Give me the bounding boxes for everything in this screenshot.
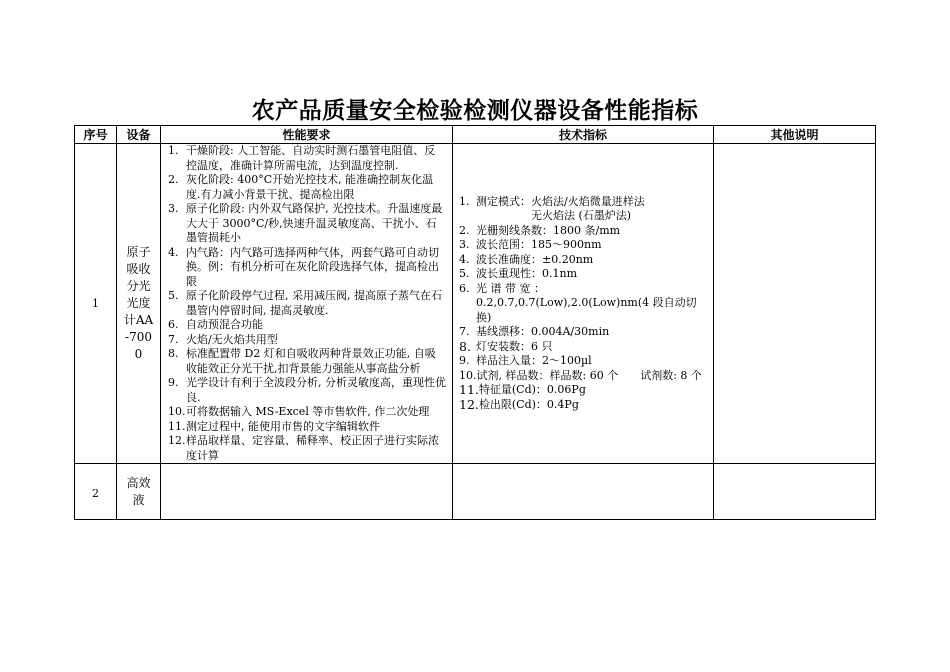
table-row bbox=[75, 464, 876, 520]
list-item bbox=[453, 398, 707, 413]
list-item-number: 2. bbox=[168, 173, 179, 186]
list-item-number: 7. bbox=[168, 332, 179, 346]
list-item-text: 光 谱 带 宽 ： 0.2,0.7,0.7(Low),2.0(Low)nm(4 段自动切换) bbox=[476, 281, 697, 324]
list-item-number: 8. bbox=[168, 347, 179, 360]
list-item bbox=[161, 333, 446, 348]
list-item-number: 12. bbox=[459, 396, 479, 412]
list-item bbox=[161, 173, 446, 202]
list-item bbox=[453, 195, 707, 224]
list-item bbox=[161, 434, 446, 463]
list-item-text: 光栅刻线条数：1800 条/mm bbox=[476, 223, 621, 237]
header-other: 其他说明 bbox=[714, 126, 876, 144]
row-number: 1 bbox=[75, 144, 117, 464]
list-item bbox=[453, 383, 707, 398]
list-item-text: 火焰/无火焰共用型 bbox=[186, 332, 278, 346]
list-item-number: 5. bbox=[168, 289, 179, 302]
list-item-text: 特征量(Cd)：0.06Pg bbox=[478, 383, 586, 397]
list-item-number: 4. bbox=[459, 252, 470, 266]
list-item-number: 9. bbox=[459, 354, 470, 368]
list-item-number: 12. bbox=[168, 434, 186, 447]
list-item-text: 测定模式：火焰法/火焰微量进样法 无火焰法 (石墨炉法) bbox=[476, 194, 645, 223]
list-item bbox=[453, 325, 707, 340]
list-item-number: 5. bbox=[459, 267, 470, 281]
list-item bbox=[161, 405, 446, 420]
device-name: 原子吸收分光光度计AA-7000 bbox=[123, 245, 154, 361]
list-item-number: 6. bbox=[168, 318, 179, 331]
list-item-number: 11. bbox=[168, 419, 186, 433]
list-item-number: 3. bbox=[459, 238, 470, 252]
technical-cell bbox=[453, 464, 714, 520]
list-item-text: 波长重现性：0.1nm bbox=[476, 267, 578, 281]
header-device: 设备 bbox=[117, 126, 161, 144]
list-item bbox=[161, 376, 446, 405]
list-item bbox=[453, 253, 707, 268]
device-cell bbox=[117, 464, 161, 520]
list-item-number: 1. bbox=[459, 194, 470, 208]
performance-cell bbox=[161, 464, 453, 520]
header-no: 序号 bbox=[75, 126, 117, 144]
list-item-text: 试剂, 样品数：样品数: 60 个 试剂数: 8 个 bbox=[476, 368, 702, 382]
list-item bbox=[161, 144, 446, 173]
spec-table bbox=[74, 125, 876, 520]
list-item-text: 灯安装数：6 只 bbox=[476, 339, 553, 353]
list-item bbox=[161, 347, 446, 376]
list-item bbox=[453, 224, 707, 239]
list-item-number: 10. bbox=[459, 368, 477, 382]
header-technical: 技术指标 bbox=[453, 126, 714, 144]
list-item bbox=[453, 238, 707, 253]
list-item-text: 检出限(Cd)：0.4Pg bbox=[478, 397, 579, 411]
list-item-text: 内气路：内气路可选择两种气体，两套气路可自动切换。例：有机分析可在灰化阶段选择气体，提高检出限 bbox=[186, 245, 439, 288]
list-item-text: 基线漂移：0.004A/30min bbox=[476, 325, 610, 339]
list-item bbox=[453, 354, 707, 369]
list-item-number: 3. bbox=[168, 202, 179, 215]
table-row bbox=[75, 144, 876, 464]
list-item-number: 2. bbox=[459, 223, 470, 237]
page-title: 农产品质量安全检验检测仪器设备性能指标 bbox=[251, 98, 699, 124]
list-item bbox=[453, 340, 707, 355]
list-item bbox=[161, 246, 446, 290]
list-item bbox=[453, 282, 707, 326]
list-item bbox=[453, 267, 707, 282]
list-item-number: 6. bbox=[459, 281, 470, 295]
header-performance: 性能要求 bbox=[161, 126, 453, 144]
device-cell bbox=[117, 144, 161, 464]
list-item-number: 4. bbox=[168, 245, 179, 259]
list-item bbox=[161, 420, 446, 435]
list-item-text: 可将数据输入 MS-Excel 等市售软件, 作二次处理 bbox=[186, 405, 430, 418]
list-item-text: 灰化阶段: 400°C开始光控技术, 能准确控制灰化温度.有力减小背景干扰、提高检出限 bbox=[186, 173, 434, 201]
list-item-text: 自动预混合功能 bbox=[186, 318, 263, 331]
list-item-number: 8. bbox=[459, 338, 471, 354]
table-header-row bbox=[75, 126, 876, 144]
other-cell bbox=[714, 144, 876, 464]
list-item-number: 7. bbox=[459, 325, 470, 339]
list-item-text: 标准配置带 D2 灯和自吸收两种背景效正功能, 自吸收能效正分光干扰,扣背景能力强能从事高盐分析 bbox=[186, 347, 436, 375]
performance-list bbox=[161, 144, 452, 463]
list-item bbox=[453, 369, 707, 384]
list-item bbox=[161, 289, 446, 318]
list-item-text: 干燥阶段: 人工智能、自动实时测石墨管电阻值、反控温度，准确计算所需电流，达到温度控制. bbox=[186, 144, 436, 172]
list-item bbox=[161, 202, 446, 246]
list-item-text: 测定过程中, 能使用市售的文字编辑软件 bbox=[186, 419, 380, 433]
technical-list bbox=[453, 195, 713, 413]
list-item-text: 原子化阶段: 内外双气路保护, 光控技术。升温速度最大大于 3000°C/秒,快速升温灵敏度高、干扰小、石墨管损耗小 bbox=[186, 202, 443, 244]
row-number: 2 bbox=[75, 464, 117, 520]
list-item-text: 波长准确度：±0.20nm bbox=[476, 252, 594, 266]
list-item-text: 原子化阶段停气过程, 采用减压阀, 提高原子蒸气在石墨管内停留时间, 提高灵敏度. bbox=[186, 289, 442, 317]
list-item-number: 9. bbox=[168, 376, 179, 389]
technical-cell bbox=[453, 144, 714, 464]
list-item-text: 波长范围：185～900nm bbox=[476, 238, 602, 252]
list-item bbox=[161, 318, 446, 333]
device-name: 高效液 bbox=[126, 475, 151, 507]
list-item-number: 10. bbox=[168, 405, 186, 418]
list-item-text: 光学设计有利于全波段分析, 分析灵敏度高，重现性优良. bbox=[186, 376, 446, 404]
list-item-text: 样品注入量：2～100µl bbox=[476, 354, 592, 368]
list-item-text: 样品取样量、定容量、稀释率、校正因子进行实际浓度计算 bbox=[186, 434, 439, 462]
other-cell bbox=[714, 464, 876, 520]
list-item-number: 11. bbox=[459, 382, 479, 398]
list-item-number: 1. bbox=[168, 144, 179, 157]
performance-cell bbox=[161, 144, 453, 464]
